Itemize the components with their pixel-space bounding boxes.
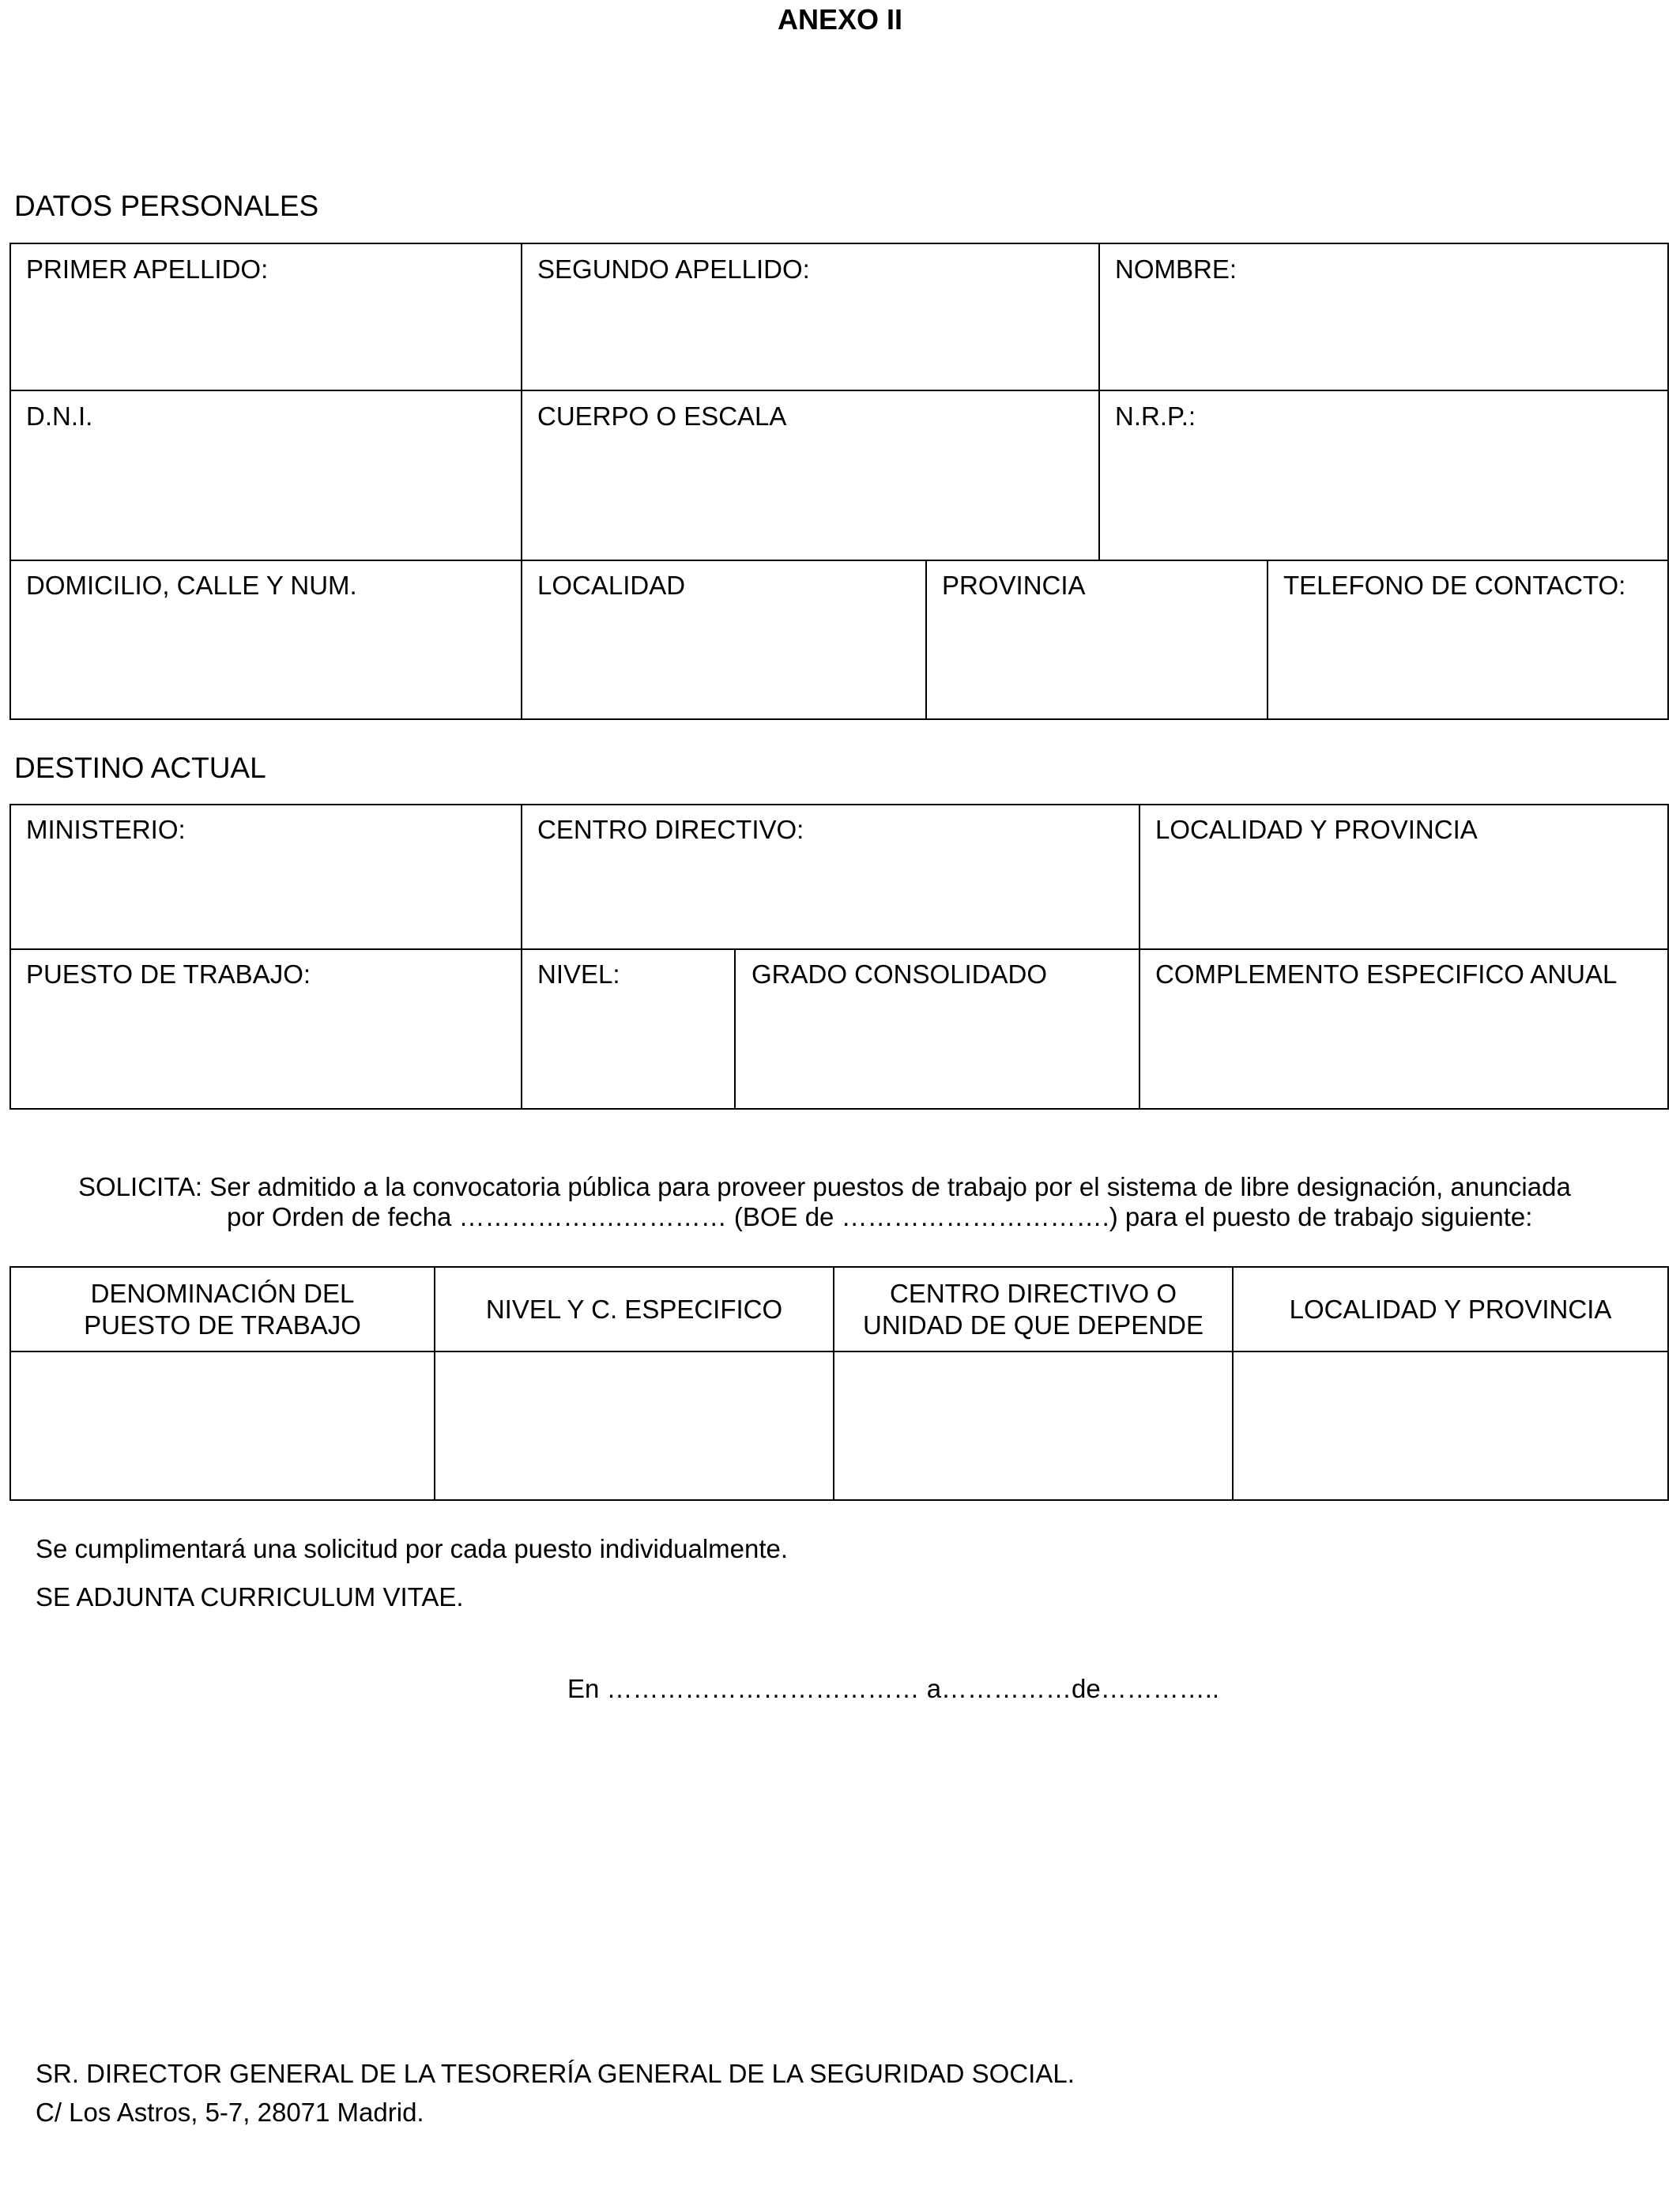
section-heading-datos-personales: DATOS PERSONALES [14,190,319,222]
table-divider [925,560,927,720]
ministerio-field[interactable]: MINISTERIO: [26,815,186,844]
cell-localidad[interactable] [1234,1352,1667,1499]
table-divider [9,390,1669,391]
table-divider [521,243,522,720]
header-nivel [435,1268,833,1351]
cell-nivel[interactable] [435,1352,833,1499]
complemento-field[interactable]: COMPLEMENTO ESPECIFICO ANUAL [1155,959,1618,989]
solicita-line-2: por Orden de fecha ……………….………… (BOE de ………………………….) para el puesto de trabajo siguiente: [227,1202,1533,1231]
dni-field[interactable]: D.N.I. [26,401,93,431]
provincia-field[interactable]: PROVINCIA [942,571,1086,600]
datos-personales-table [9,243,1669,720]
date-line[interactable]: En ……………………………… a……………de………….. [567,1674,1220,1703]
cell-centro-directivo[interactable] [834,1352,1232,1499]
domicilio-field[interactable]: DOMICILIO, CALLE Y NUM. [26,571,357,600]
cuerpo-escala-field[interactable]: CUERPO O ESCALA [537,401,787,431]
addressee-line-2: C/ Los Astros, 5-7, 28071 Madrid. [36,2098,424,2127]
table-divider [1098,243,1100,560]
table-divider [521,804,522,1110]
segundo-apellido-field[interactable]: SEGUNDO APELLIDO: [537,254,810,284]
table-divider [734,948,736,1110]
section-heading-destino-actual: DESTINO ACTUAL [14,752,266,784]
nombre-field[interactable]: NOMBRE: [1115,254,1237,284]
header-denominacion-line-2: PUESTO DE TRABAJO [84,1310,361,1340]
localidad-provincia-field[interactable]: LOCALIDAD Y PROVINCIA [1155,815,1478,844]
note-individual: Se cumplimentará una solicitud por cada puesto individualmente. [36,1534,789,1563]
table-divider [9,560,1669,561]
puesto-trabajo-field[interactable]: PUESTO DE TRABAJO: [26,959,311,989]
table-divider [1139,804,1140,1110]
table-divider [1267,560,1268,720]
addressee-line-1: SR. DIRECTOR GENERAL DE LA TESORERÍA GENERAL DE LA SEGURIDAD SOCIAL. [36,2059,1075,2088]
header-centro-line-2: UNIDAD DE QUE DEPENDE [863,1310,1203,1340]
cell-denominacion[interactable] [11,1352,434,1499]
note-curriculum: SE ADJUNTA CURRICULUM VITAE. [36,1582,464,1612]
localidad-field[interactable]: LOCALIDAD [537,571,686,600]
telefono-field[interactable]: TELEFONO DE CONTACTO: [1283,571,1626,600]
nrp-field[interactable]: N.R.P.: [1115,401,1196,431]
page-title: ANEXO II [777,3,903,36]
grado-consolidado-field[interactable]: GRADO CONSOLIDADO [751,959,1048,989]
header-nivel-label: NIVEL Y C. ESPECIFICO [485,1294,783,1324]
centro-directivo-field[interactable]: CENTRO DIRECTIVO: [537,815,804,844]
solicita-line-1: SOLICITA: Ser admitido a la convocatoria pública para proveer puestos de trabajo por el sistema de libre designación, anunciada [78,1172,1571,1201]
primer-apellido-field[interactable]: PRIMER APELLIDO: [26,254,269,284]
header-localidad-label: LOCALIDAD Y PROVINCIA [1289,1294,1612,1324]
header-denominacion [11,1268,434,1351]
table-divider [9,948,1669,950]
nivel-field[interactable]: NIVEL: [537,959,620,989]
destino-actual-table [9,804,1669,1110]
header-denominacion-line-1: DENOMINACIÓN DEL [90,1278,355,1308]
header-centro-line-1: CENTRO DIRECTIVO O [889,1278,1177,1308]
header-centro-directivo [834,1268,1232,1351]
header-localidad [1234,1268,1667,1351]
